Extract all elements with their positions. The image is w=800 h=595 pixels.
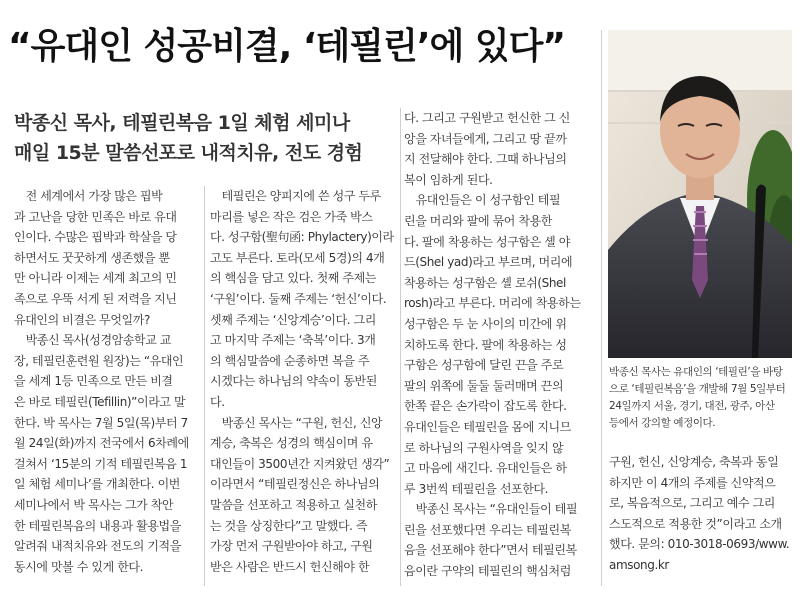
text-line: 월 24일(화)까지 전국에서 6차례에 <box>14 436 189 451</box>
text-line: 한다. 박 목사는 7월 5일(목)부터 7 <box>14 415 188 430</box>
text-line: 동시에 맛볼 수 있게 한다. <box>14 559 143 574</box>
text-line: 계승, 축복은 성경의 핵심이며 유 <box>210 436 373 451</box>
text-line: 하면서도 꿋꿋하게 생존했을 뿐 <box>14 250 170 265</box>
text-line: 루 3번씩 테필린을 선포한다. <box>404 481 549 496</box>
text-line: 족으로 우뚝 서게 된 저력을 지닌 <box>14 291 177 306</box>
text-line: 세미나에서 박 목사는 그가 착안 <box>14 497 174 512</box>
text-line: 린을 머리와 팔에 묶어 착용한 <box>404 213 552 228</box>
text-line: 유대인의 비결은 무엇일까? <box>14 312 150 327</box>
photo-caption <box>609 364 795 432</box>
portrait-photo <box>608 30 792 358</box>
text-line: 만 아니라 이제는 세계 최고의 민 <box>14 271 177 286</box>
text-line: 다. 그리고 구원받고 헌신한 그 신 <box>404 111 570 125</box>
text-line: rosh)라고 부른다. 머리에 착용하는 <box>404 296 581 311</box>
portrait-illustration <box>608 30 792 358</box>
text-line: 고 마음에 새긴다. 유대인들은 하 <box>404 461 567 476</box>
text-line: 했다. 문의: 010-3018-0693/www. <box>609 537 790 552</box>
subheadline-line: 박종신 목사, 테필린복음 1일 체험 세미나 <box>14 112 350 134</box>
text-line: 테필린은 양피지에 쓴 성구 두루 <box>210 189 381 203</box>
caption-line: 24일까지 서울, 경기, 대전, 광주, 아산 <box>609 400 775 412</box>
text-line: 의 핵심말씀에 순종하면 복을 주 <box>210 353 370 368</box>
text-line: 앙을 자녀들에게, 그리고 땅 끝까 <box>404 131 567 146</box>
text-line: 유대인들은 이 성구함인 테필 <box>404 193 561 208</box>
text-line: 지 전달해야 한다. 그때 하나님의 <box>404 152 567 167</box>
article-column-3 <box>404 108 594 582</box>
text-line: 박종신 목사는 “구원, 헌신, 신앙 <box>210 415 383 430</box>
text-line: 알려줘 내적치유와 전도의 기적을 <box>14 539 181 554</box>
text-line: 구원, 헌신, 신앙계승, 축복과 동일 <box>609 455 779 469</box>
text-line: 성구함은 두 눈 사이의 미간에 위 <box>404 316 567 331</box>
text-line: 은 바로 테필린(Tefillin)”이라고 말 <box>14 394 186 409</box>
article-column-2 <box>210 186 396 577</box>
text-line: 을 세계 1등 민족으로 만든 비결 <box>14 374 173 389</box>
text-line: 시겠다는 하나님의 약속이 동반된 <box>210 374 377 389</box>
subheadline <box>14 108 394 168</box>
text-line: 이라면서 “테필린정신은 하나님의 <box>210 477 380 492</box>
text-line: 걸쳐서 ‘15분의 기적 테필린복음 1 <box>14 456 188 471</box>
text-line: 음이란 구약의 테필린의 핵심처럼 <box>404 564 571 579</box>
text-line: 로 하나님의 구원사역을 잊지 않 <box>404 440 564 455</box>
text-line: 인이다. 수많은 핍박과 학살을 당 <box>14 230 177 245</box>
text-line: 음을 선포해야 한다”면서 테필린복 <box>404 543 577 558</box>
text-line: 다. <box>210 394 225 409</box>
text-line: 착용하는 성구함은 셸 로쉬(Shel <box>404 275 566 290</box>
text-line: 박종신 목사는 “유대인들이 테필 <box>404 502 578 517</box>
text-line: 셋째 주제는 ‘신앙계승’이다. 그리 <box>210 312 376 327</box>
text-line: 말씀을 선포하고 적용하고 실천하 <box>210 497 377 512</box>
text-line: 고도 부른다. 토라(모세 5경)의 4개 <box>210 250 385 265</box>
text-line: 장, 테필린훈련원 원장)는 “유대인 <box>14 353 184 368</box>
article-column-1 <box>14 186 200 577</box>
text-line: 과 고난을 당한 민족은 바로 유대 <box>14 209 177 224</box>
caption-line: 등에서 강의할 예정이다. <box>609 417 716 429</box>
text-line: 로, 복음적으로, 그리고 예수 그리 <box>609 496 775 511</box>
text-line: 가장 먼저 구원받아야 하고, 구원 <box>210 539 373 554</box>
text-line: 전 세계에서 가장 많은 핍박 <box>14 189 163 203</box>
text-line: 는 것을 상징한다”고 말했다. 즉 <box>210 518 368 533</box>
text-line: 대인들이 3500년간 지켜왔던 생각” <box>210 456 390 471</box>
text-line: 마리를 넣은 작은 검은 가죽 박스 <box>210 209 373 224</box>
text-line: 고 마지막 주제는 ‘축복’이다. 3개 <box>210 333 376 348</box>
text-line: amsong.kr <box>609 557 669 572</box>
text-line: 박종신 목사(성경암송학교 교 <box>14 333 172 348</box>
text-line: 의 핵심을 담고 있다. 첫째 주제는 <box>210 271 376 286</box>
text-line: 치하도록 한다. 팔에 착용하는 성 <box>404 337 567 352</box>
subheadline-line: 매일 15분 말씀선포로 내적치유, 전도 경험 <box>14 142 363 164</box>
text-line: 스도적으로 적용한 것”이라고 소개 <box>609 516 782 531</box>
text-line: 일 체험 세미나’를 개최한다. 이번 <box>14 477 180 492</box>
text-line: 드(Shel yad)라고 부르며, 머리에 <box>404 255 573 270</box>
text-line: 한 테필린복음의 내용과 활용법을 <box>14 518 181 533</box>
text-line: 한쪽 끝은 손가락이 잡도록 한다. <box>404 399 567 414</box>
column-divider <box>204 186 205 586</box>
text-line: 하지만 이 4개의 주제를 신약적으 <box>609 475 776 490</box>
text-line: 복이 임하게 된다. <box>404 172 493 187</box>
caption-line: 으로 ‘테필린복음’을 개발해 7월 5일부터 <box>609 383 786 395</box>
text-line: 유대인들은 테필린을 몸에 지니므 <box>404 419 571 434</box>
headline: “유대인 성공비결, ‘테필린’에 있다” <box>8 26 566 67</box>
text-line: 구함은 성구함에 달린 끈을 주로 <box>404 358 564 373</box>
text-line: 다. 팔에 착용하는 성구함은 셸 야 <box>404 234 570 249</box>
column-divider <box>400 108 401 586</box>
text-line: 린을 선포했다면 우리는 테필린복 <box>404 522 571 537</box>
text-line: 다. 성구함(聖句函: Phylactery)이라 <box>210 230 394 245</box>
column-divider <box>601 30 602 586</box>
caption-line: 박종신 목사는 유대인의 ‘테필린’을 바탕 <box>609 366 783 378</box>
text-line: ‘구원’이다. 둘째 주제는 ‘헌신’이다. <box>210 291 387 306</box>
text-line: 받은 사람은 반드시 헌신해야 한 <box>210 559 370 574</box>
text-line: 팔의 위쪽에 둘둘 둘러매며 끈의 <box>404 378 564 393</box>
article-column-4 <box>609 452 793 576</box>
